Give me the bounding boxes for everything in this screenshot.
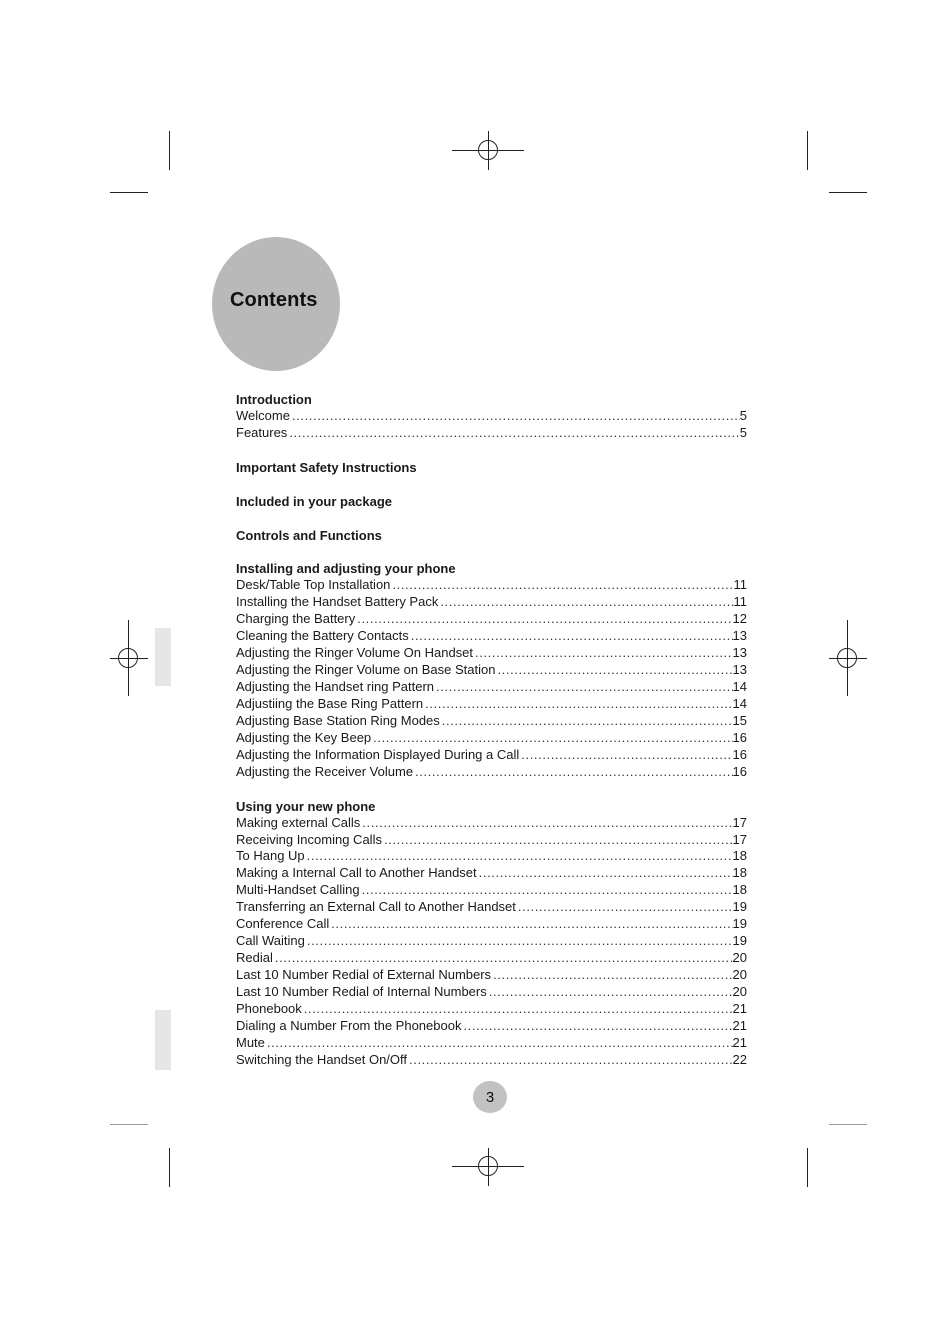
dot-leader <box>289 425 739 442</box>
toc-entry-label: Phonebook <box>236 1000 302 1016</box>
dot-leader <box>307 933 733 950</box>
toc-entry-page: 18 <box>732 882 747 898</box>
toc-entry[interactable] <box>236 696 747 713</box>
toc-entry-page: 18 <box>732 865 747 881</box>
dot-leader <box>267 1035 733 1052</box>
dot-leader <box>415 764 732 781</box>
toc-entry-label: Transferring an External Call to Another Handset <box>236 899 516 915</box>
toc-entry[interactable] <box>236 882 747 899</box>
toc-entry[interactable] <box>236 899 747 916</box>
dot-leader <box>425 696 732 713</box>
page-number-badge <box>473 1081 507 1113</box>
crop-mark <box>110 1124 148 1125</box>
toc-entry-page: 16 <box>732 729 747 745</box>
toc-entry-page: 21 <box>732 1034 747 1050</box>
toc-entry-page: 13 <box>732 662 747 678</box>
toc-entry-page: 12 <box>732 611 747 627</box>
crop-mark <box>110 192 148 193</box>
dot-leader <box>493 967 732 984</box>
dot-leader <box>440 594 733 611</box>
toc-entry-page: 20 <box>732 967 747 983</box>
toc-entry-page: 11 <box>733 594 747 610</box>
toc-section <box>236 527 747 544</box>
toc-entry[interactable] <box>236 611 747 628</box>
table-of-contents <box>236 391 747 1086</box>
crop-mark <box>829 1124 867 1125</box>
toc-entry[interactable] <box>236 679 747 696</box>
toc-entry-label: Features <box>236 424 288 440</box>
toc-section <box>236 493 747 510</box>
toc-entry[interactable] <box>236 815 747 832</box>
crop-mark <box>807 1148 808 1187</box>
side-tab <box>155 1010 171 1070</box>
registration-target-icon <box>478 140 498 160</box>
dot-leader <box>463 1018 732 1035</box>
dot-leader <box>521 747 732 764</box>
toc-section-title: Using your new phone <box>236 798 376 814</box>
crop-mark <box>169 131 170 170</box>
toc-section <box>236 560 747 780</box>
toc-section <box>236 459 747 476</box>
toc-section <box>236 391 747 442</box>
dot-leader <box>331 916 732 933</box>
toc-entry-page: 18 <box>732 848 747 864</box>
toc-entry[interactable] <box>236 730 747 747</box>
toc-entry[interactable] <box>236 832 747 849</box>
toc-entry[interactable] <box>236 984 747 1001</box>
dot-leader <box>292 408 740 425</box>
toc-entry[interactable] <box>236 764 747 781</box>
dot-leader <box>442 713 733 730</box>
toc-entry-label: Switching the Handset On/Off <box>236 1051 408 1067</box>
toc-entry-label: Dialing a Number From the Phonebook <box>236 1017 462 1033</box>
toc-entry[interactable] <box>236 848 747 865</box>
toc-entry-page: 13 <box>732 628 747 644</box>
toc-entry-label: Adjusting the Key Beep <box>236 729 372 745</box>
toc-entry[interactable] <box>236 916 747 933</box>
toc-section-title: Installing and adjusting your phone <box>236 561 456 577</box>
toc-entry-label: Adjusting the Ringer Volume On Handset <box>236 645 474 661</box>
toc-entry[interactable] <box>236 645 747 662</box>
toc-section-title: Important Safety Instructions <box>236 459 417 475</box>
toc-entry-label: Multi-Handset Calling <box>236 882 360 898</box>
toc-entry[interactable] <box>236 577 747 594</box>
toc-entry-page: 13 <box>732 645 747 661</box>
dot-leader <box>475 645 733 662</box>
dot-leader <box>518 899 733 916</box>
toc-entry[interactable] <box>236 408 747 425</box>
toc-entry-label: Making external Calls <box>236 814 361 830</box>
toc-entry[interactable] <box>236 1018 747 1035</box>
registration-target-icon <box>118 648 138 668</box>
crop-mark <box>829 192 867 193</box>
toc-entry[interactable] <box>236 425 747 442</box>
toc-entry[interactable] <box>236 933 747 950</box>
dot-leader <box>409 1052 733 1069</box>
toc-entry-page: 20 <box>732 983 747 999</box>
dot-leader <box>436 679 733 696</box>
registration-target-icon <box>837 648 857 668</box>
toc-entry-label: Mute <box>236 1034 265 1050</box>
toc-entry-page: 14 <box>732 679 747 695</box>
toc-entry-label: Adjustiing the Base Ring Pattern <box>236 696 424 711</box>
toc-entry-label: Call Waiting <box>236 933 305 949</box>
toc-entry-label: Adjusting the Ringer Volume on Base Station <box>236 662 496 678</box>
toc-entry-page: 22 <box>732 1051 747 1067</box>
toc-entry-label: Last 10 Number Redial of Internal Numbers <box>236 983 487 999</box>
toc-entry-page: 21 <box>732 1017 747 1033</box>
toc-entry[interactable] <box>236 594 747 611</box>
toc-entry-label: Adjusting the Receiver Volume <box>236 763 414 779</box>
dot-leader <box>384 832 733 849</box>
toc-entry[interactable] <box>236 967 747 984</box>
toc-section-title: Controls and Functions <box>236 527 382 543</box>
dot-leader <box>357 611 732 628</box>
toc-entry[interactable] <box>236 1035 747 1052</box>
toc-entry-label: Adjusting the Handset ring Pattern <box>236 679 435 695</box>
toc-entry-label: Cleaning the Battery Contacts <box>236 628 409 644</box>
toc-entry-page: 19 <box>732 916 747 932</box>
toc-entry-page: 16 <box>732 746 747 762</box>
dot-leader <box>489 984 733 1001</box>
toc-entry[interactable] <box>236 747 747 764</box>
toc-entry-page: 16 <box>732 763 747 779</box>
toc-entry-label: Adjusting Base Station Ring Modes <box>236 712 440 728</box>
toc-entry-page: 5 <box>739 424 747 440</box>
toc-entry-page: 20 <box>732 950 747 966</box>
toc-entry-label: Redial <box>236 950 273 966</box>
crop-mark <box>169 1148 170 1187</box>
toc-entry-page: 5 <box>739 408 747 423</box>
toc-entry-label: Receiving Incoming Calls <box>236 831 382 847</box>
toc-entry[interactable] <box>236 662 747 679</box>
dot-leader <box>373 730 732 747</box>
toc-entry-page: 17 <box>732 814 747 830</box>
dot-leader <box>497 662 732 679</box>
registration-target-icon <box>478 1156 498 1176</box>
toc-entry-label: Charging the Battery <box>236 611 356 627</box>
toc-entry-label: Desk/Table Top Installation <box>236 577 391 593</box>
toc-entry-label: Welcome <box>236 408 290 423</box>
toc-section-title: Introduction <box>236 392 312 407</box>
toc-entry-page: 21 <box>732 1000 747 1016</box>
toc-entry[interactable] <box>236 865 747 882</box>
toc-entry[interactable] <box>236 1001 747 1018</box>
toc-section-title: Included in your package <box>236 493 393 509</box>
dot-leader <box>362 815 732 832</box>
toc-entry-label: To Hang Up <box>236 848 305 864</box>
dot-leader <box>304 1001 733 1018</box>
toc-entry-label: Last 10 Number Redial of External Numbers <box>236 967 492 983</box>
dot-leader <box>362 882 733 899</box>
dot-leader <box>411 628 733 645</box>
toc-entry-page: 19 <box>732 933 747 949</box>
toc-entry-label: Installing the Handset Battery Pack <box>236 594 439 610</box>
side-tab <box>155 628 171 686</box>
toc-entry-label: Conference Call <box>236 916 330 932</box>
page-title: Contents <box>230 289 318 311</box>
toc-entry-label: Adjusting the Information Displayed During a Call <box>236 746 520 762</box>
toc-entry-page: 14 <box>732 696 747 711</box>
dot-leader <box>275 950 733 967</box>
toc-entry-page: 15 <box>732 712 747 728</box>
toc-entry-page: 11 <box>733 577 747 593</box>
dot-leader <box>479 865 733 882</box>
dot-leader <box>307 848 733 865</box>
toc-entry[interactable] <box>236 628 747 645</box>
toc-section <box>236 798 747 1069</box>
dot-leader <box>392 577 733 594</box>
crop-mark <box>807 131 808 170</box>
toc-entry-page: 19 <box>732 899 747 915</box>
page-number: 3 <box>485 1088 495 1106</box>
toc-entry-label: Making a Internal Call to Another Handset <box>236 865 477 881</box>
toc-entry[interactable] <box>236 713 747 730</box>
toc-entry[interactable] <box>236 950 747 967</box>
toc-entry-page: 17 <box>732 831 747 847</box>
toc-entry[interactable] <box>236 1052 747 1069</box>
